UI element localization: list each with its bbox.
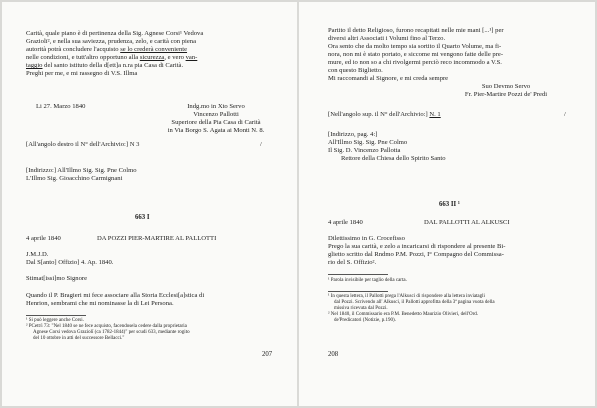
address-line: All'Illmo Sig. Sig. Pne Colmo xyxy=(328,139,408,146)
letter-title: DA POZZI PIER-MARTIRE AL PALLOTTI xyxy=(97,235,217,242)
letter-title: DAL PALLOTTI AL ALKUSCI xyxy=(424,219,510,226)
text-line: Stimat[issi]mo Signore xyxy=(26,275,87,282)
text-line: Dal S[anto] Offizio] 4. Ap. 1840. xyxy=(26,259,114,266)
text-line xyxy=(26,54,197,62)
footnote: ¹ Parola invisibile per taglio della carta. xyxy=(328,278,407,283)
text-span: autorità potrà concludere l'acquisto xyxy=(26,46,119,53)
text-line: diversi altri Associati i Volumi fino al Terzo. xyxy=(328,35,446,42)
letter-date: 4 aprile 1840 xyxy=(26,235,61,242)
letter-date: 4 aprile 1840 xyxy=(328,219,363,226)
text-span: , e vero xyxy=(164,54,184,61)
date-line: Li 27. Marzo 1840 xyxy=(36,103,86,110)
underlined-text: N. 1 xyxy=(429,111,441,118)
footnote: de'Predicatori (Notizie, p.190). xyxy=(334,318,396,323)
underlined-text: taggio xyxy=(26,62,43,69)
footnote-rule xyxy=(328,274,388,275)
slash-mark: / xyxy=(260,141,262,148)
signature-line: Superiore della Pia Casa di Carità xyxy=(171,119,261,127)
text-line: Carità, quale piano è di pertinenza della Sig. Agnese Corsi¹ Vedova xyxy=(26,30,204,37)
text-line: Mi raccomandi al Signore, e mi creda sempre xyxy=(328,75,449,82)
text-line: J.M.J.D. xyxy=(26,251,49,258)
text-line: mure, ed io non so a chi rivolgermi perciò reco incommodo a V.S. xyxy=(328,59,502,66)
text-line: Dilettissimo in G. Crocefisso xyxy=(328,235,405,242)
text-line xyxy=(26,46,187,54)
signature-block xyxy=(436,83,576,99)
footnote: ² Nel 1840, il Commissario era P.M. Benedetto Maurizio Olivieri, dell'Ord. xyxy=(328,312,479,317)
footnote-rule xyxy=(26,315,86,316)
right-page xyxy=(298,2,595,406)
signature-block xyxy=(158,103,274,135)
archive-note: [All'angolo destro il N° dell'Archivio:] N 3 xyxy=(26,141,140,148)
text-line: Preghi per me, e mi rassegno di V.S. Illma xyxy=(26,70,138,77)
letter-number: 663 II ¹ xyxy=(439,201,460,208)
left-page xyxy=(2,2,298,406)
signature-line: Indg.mo in Xto Servo xyxy=(187,103,245,110)
text-line: Quando il P. Bragieri mi fece associare alla Storia Ecclesi[a]stica di xyxy=(26,292,205,299)
text-line xyxy=(26,62,183,70)
footnote-rule xyxy=(328,291,388,292)
underlined-text: se lo crederà conveniente xyxy=(120,46,188,53)
address-line: [Indirizzo, pag. 4:] xyxy=(328,131,378,138)
letter-number: 663 I xyxy=(135,214,150,221)
signature-line: Suo Devmo Servo xyxy=(481,83,531,90)
address-line: [Indirizzo:] All'Illmo Sig. Sig. Pne Colmo xyxy=(26,167,137,174)
signature-line: in Via Borgo S. Agata ai Monti N. 8. xyxy=(167,127,265,135)
page-number: 208 xyxy=(328,351,339,358)
slash-mark: / xyxy=(564,111,566,118)
footnote: ¹ Si può leggere anche Corsi. xyxy=(26,318,84,323)
text-span: nelle condizioni, e tutt'altro opportuno alla xyxy=(26,54,139,61)
underlined-text: sicurezza xyxy=(139,54,165,61)
text-line: rio del S. Offizio². xyxy=(328,259,377,266)
signature-line: Fr. Pier-Martire Pozzi de' Predi xyxy=(464,91,548,99)
signature-line: Vincenzo Pallotti xyxy=(193,111,239,119)
footnote: del 10 ottobre in atti del successore Bellacci." xyxy=(33,336,125,341)
text-line: con questo Biglietto. xyxy=(328,67,383,74)
footnote: missiva ricevuta dal Pozzi. xyxy=(334,306,388,311)
archive-note xyxy=(328,111,441,119)
page-number: 207 xyxy=(262,351,273,358)
address-line: Rettore della Chiesa dello Spirito Santo xyxy=(341,155,446,162)
footnote: Agnese Corsi vedova Graziolī (ca 1782-1844)" per scudi 633, mediante rogito xyxy=(33,330,190,335)
text-line: Ora sento che da molto tempo sia sortito il Quarto Volume, ma fi- xyxy=(328,43,502,50)
book-spread xyxy=(2,2,595,406)
text-line: Graziolī², e nella sua saviezza, prudenza, zelo, e carità con piena xyxy=(26,38,197,45)
text-span: [Nell'angolo sup. il N° dell'Archivio:] xyxy=(328,111,428,118)
footnote: dal Pozzi. Scrivendo all' Alkusci, il Pallotti approfitta della 3ª pagina vuota della xyxy=(334,300,495,305)
footnote: ² PCett/i 73: "Nel 1840 se ne fece acquisto, facendosela cedere dalla proprietaria xyxy=(26,324,187,329)
text-line: Partito il detto Religioso, furono recapitati nelle mie mani [...¹] per xyxy=(328,27,504,34)
text-line: nora, non mi è stato portato, e siccome mi vengono fatte delle pre- xyxy=(328,51,504,58)
underlined-text: van- xyxy=(185,54,198,61)
address-line: L'Illmo Sig. Gioacchino Carmignani xyxy=(26,175,123,182)
address-line: Il Sig. D. Vincenzo Pallotta xyxy=(328,147,401,154)
text-line: Henrion, sembrami che mi nominasse la di Lei Persona. xyxy=(26,300,174,307)
text-span: del santo istituto della d[ett]a n.ra pia Casa di Carità. xyxy=(44,62,184,69)
footnote: ¹ In questa lettera, il Pallotti prega l'Alkusci di rispondere alla lettera inviatagli xyxy=(328,294,485,299)
text-line: Prego la sua carità, e zelo a incaricarsi di rispondere al presente Bi- xyxy=(328,243,506,250)
text-line: glietto scritto dal Rndmo P.M. Pozzi, I° Compagno del Commissa- xyxy=(328,251,504,258)
